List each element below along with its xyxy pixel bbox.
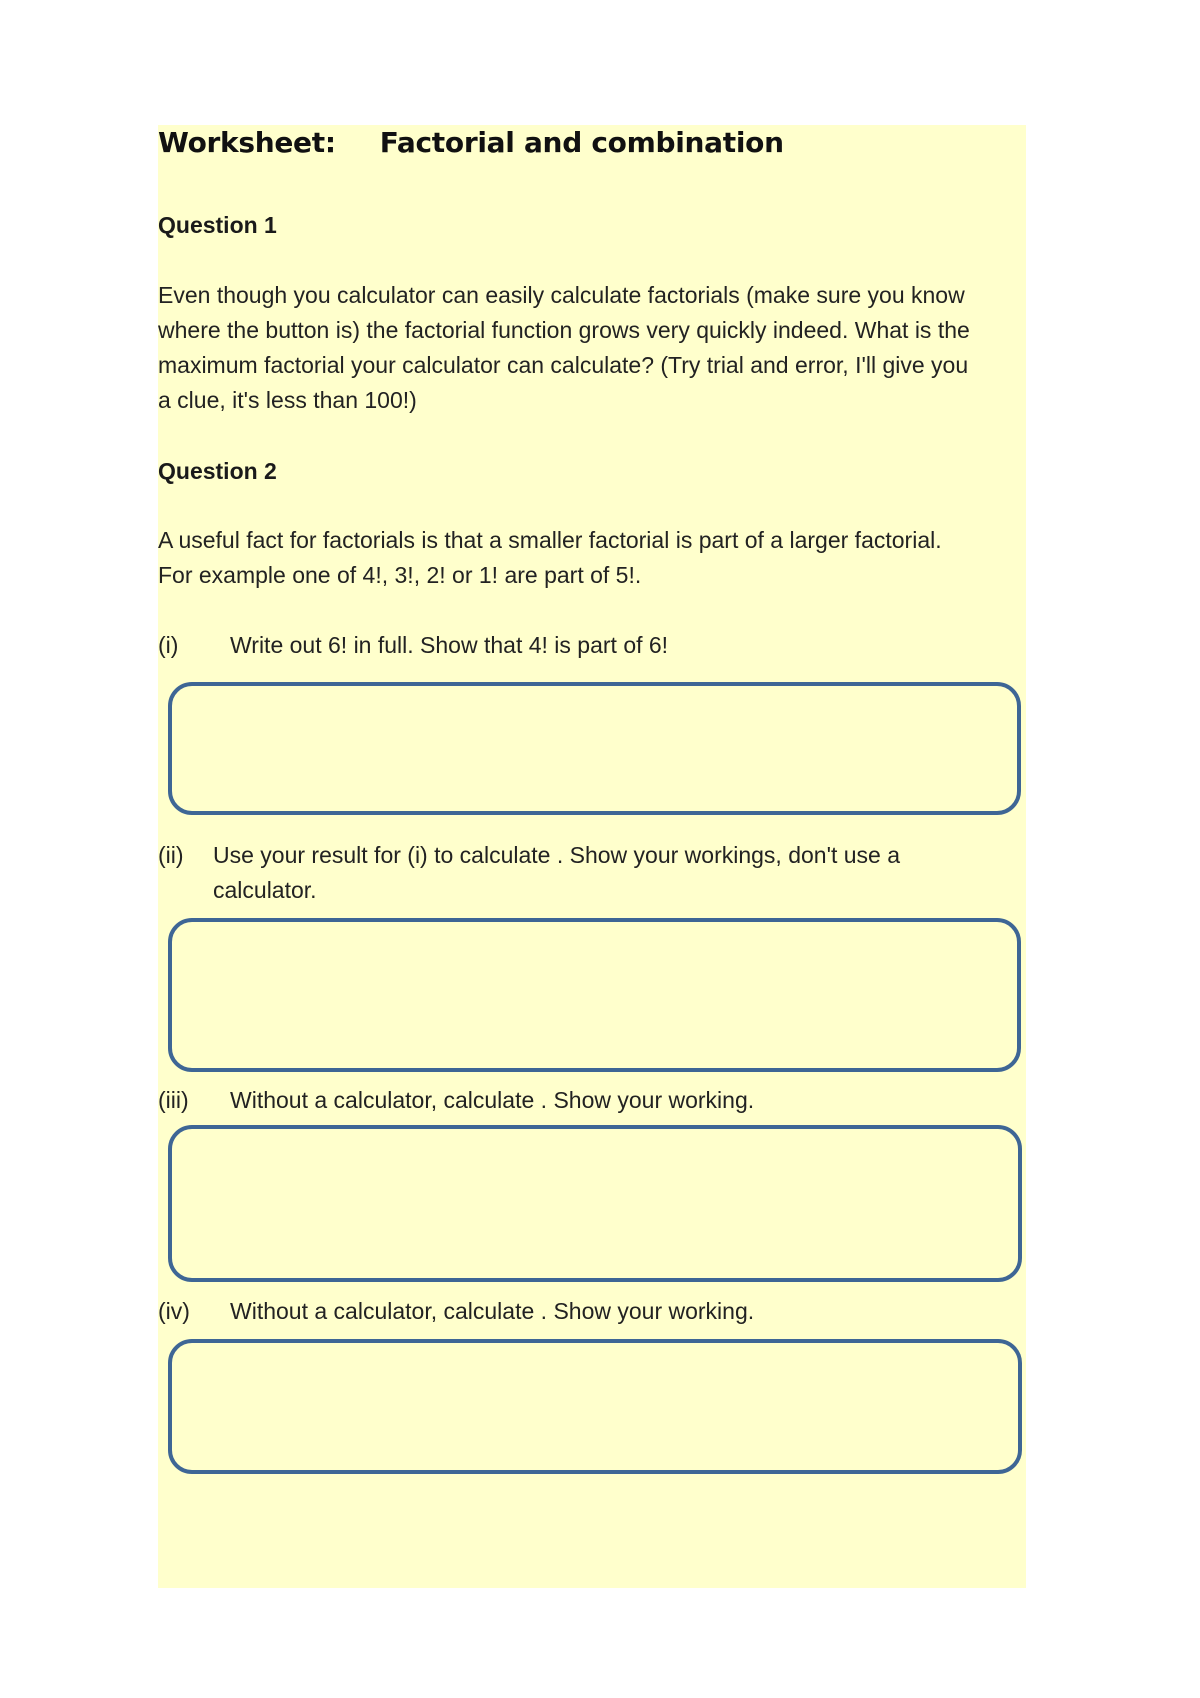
question-1-line: Even though you calculator can easily calculate factorials (make sure you know — [158, 282, 965, 308]
title-main: Factorial and combination — [379, 126, 784, 159]
part-ii-label: (ii) — [158, 842, 184, 868]
part-ii-text: Use your result for (i) to calculate . Show your workings, don't use a — [213, 842, 901, 868]
question-1-line: where the button is) the factorial function grows very quickly indeed. What is the — [158, 317, 970, 343]
part-iii-label: (iii) — [158, 1087, 189, 1113]
answer-box-i[interactable] — [168, 682, 1021, 815]
question-1-line: maximum factorial your calculator can calculate? (Try trial and error, I'll give you — [158, 352, 969, 378]
question-1-heading: Question 1 — [158, 212, 277, 238]
question-2-heading: Question 2 — [158, 458, 277, 484]
part-i-text: Write out 6! in full. Show that 4! is part of 6! — [230, 632, 669, 658]
part-ii-text-continued: calculator. — [213, 877, 317, 903]
part-iii-text: Without a calculator, calculate . Show your working. — [230, 1087, 755, 1113]
question-1-text — [158, 278, 1028, 418]
question-2-intro-line: A useful fact for factorials is that a smaller factorial is part of a larger factorial. — [158, 527, 942, 553]
question-2-intro-line: For example one of 4!, 3!, 2! or 1! are part of 5!. — [158, 562, 642, 588]
part-iv-text: Without a calculator, calculate . Show your working. — [230, 1298, 755, 1324]
answer-box-iv[interactable] — [168, 1339, 1022, 1474]
part-iv-label: (iv) — [158, 1298, 190, 1324]
question-1-line: a clue, it's less than 100!) — [158, 387, 417, 413]
question-2-intro — [158, 523, 1028, 593]
title-prefix: Worksheet: — [158, 126, 336, 159]
answer-box-iii[interactable] — [168, 1125, 1022, 1282]
worksheet-title — [158, 126, 784, 159]
answer-box-ii[interactable] — [168, 918, 1021, 1072]
part-i-label: (i) — [158, 632, 179, 658]
